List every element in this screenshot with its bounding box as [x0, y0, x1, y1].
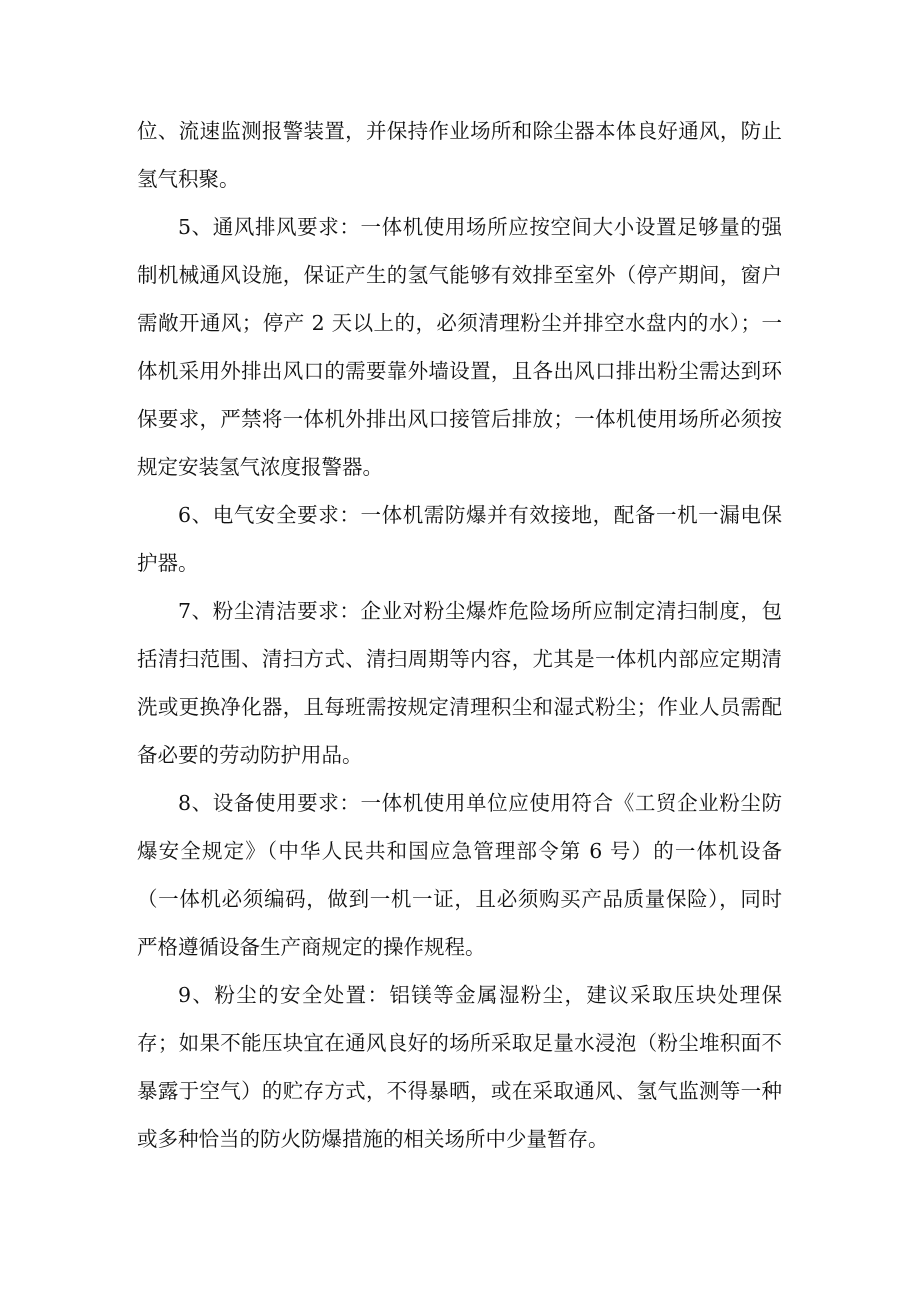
- paragraph-item-6: 6、电气安全要求：一体机需防爆并有效接地，配备一机一漏电保护器。: [137, 503, 782, 575]
- paragraph-item-7: 7、粉尘清洁要求：企业对粉尘爆炸危险场所应制定清扫制度，包括清扫范围、清扫方式、清扫周期等内容，尤其是一体机内部应定期清洗或更换净化器，且每班需按规定清理积尘和湿式粉尘；作业人员需配备必要的劳动防护用品。: [137, 599, 782, 767]
- paragraph-item-5: 5、通风排风要求：一体机使用场所应按空间大小设置足够量的强制机械通风设施，保证产生的氢气能够有效排至室外（停产期间，窗户需敞开通风；停产 2 天以上的，必须清理粉尘并排空水盘内的水）；一体机采用外排出风口的需要靠外墙设置，且各出风口排出粉尘需达到环保要求，严禁将一体机外排出风口接管后排放；一体机使用场所必须按规定安装氢气浓度报警器。: [137, 215, 782, 479]
- paragraph-continuation: 位、流速监测报警装置，并保持作业场所和除尘器本体良好通风，防止氢气积聚。: [137, 119, 782, 191]
- paragraph-item-9: 9、粉尘的安全处置：铝镁等金属湿粉尘，建议采取压块处理保存；如果不能压块宜在通风良好的场所采取足量水浸泡（粉尘堆积面不暴露于空气）的贮存方式，不得暴晒，或在采取通风、氢气监测等一种或多种恰当的防火防爆措施的相关场所中少量暂存。: [137, 983, 782, 1151]
- paragraph-item-8: 8、设备使用要求：一体机使用单位应使用符合《工贸企业粉尘防爆安全规定》（中华人民共和国应急管理部令第 6 号）的一体机设备（一体机必须编码，做到一机一证，且必须购买产品质量保险），同时严格遵循设备生产商规定的操作规程。: [137, 791, 782, 959]
- document-body: [137, 107, 782, 1163]
